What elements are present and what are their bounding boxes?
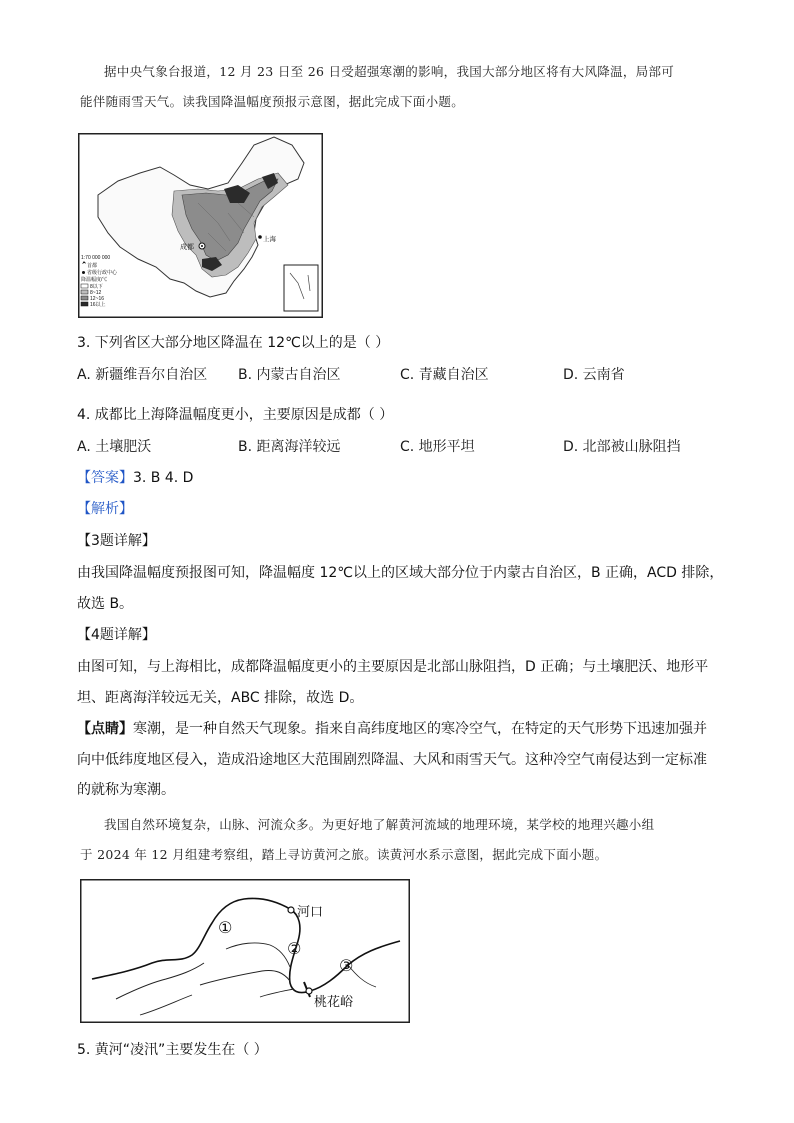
yellow-river-map-svg [80, 879, 410, 1023]
map1-legend-band1: 8以下 [90, 284, 103, 290]
passage1-line2: 能伴随雨雪天气。读我国降温幅度预报示意图，据此完成下面小题。 [80, 94, 465, 109]
q5-stem: 5. 黄河“凌汛”主要发生在（ ） [77, 1042, 268, 1058]
map1-legend-band2: 8~12 [90, 290, 102, 296]
map1-legend-band4: 16以上 [90, 302, 106, 308]
map1-legend-provincial: 省级行政中心 [87, 270, 118, 276]
q3-option-b: B. 内蒙古自治区 [238, 367, 341, 383]
q3-detail-line2: 故选 B。 [77, 596, 134, 612]
q4-option-a: A. 土壤肥沃 [77, 439, 152, 455]
tip-line3: 的就称为寒潮。 [77, 782, 175, 798]
passage2-line2: 于 2024 年 12 月组建考察组，踏上寻访黄河之旅。读黄河水系示意图，据此完成下面小题。 [80, 847, 608, 862]
map1-shanghai-label: 上海 [263, 236, 276, 243]
tip-label: 【点睛】 [77, 721, 133, 737]
q3-detail-line1: 由我国降温幅度预报图可知，降温幅度 12℃以上的区域大部分位于内蒙古自治区，B 正确，ACD 排除， [77, 565, 724, 581]
q4-detail-line1: 由图可知，与上海相比，成都降温幅度更小的主要原因是北部山脉阻挡，D 正确；与土壤肥沃、地形平 [77, 659, 709, 675]
dot-icon [82, 271, 85, 274]
temperature-drop-map [78, 133, 323, 318]
map1-legend-capital: 首都 [87, 263, 98, 269]
q3-option-a: A. 新疆维吾尔自治区 [77, 367, 208, 383]
q4-option-b: B. 距离海洋较远 [238, 439, 341, 455]
temperature-drop-map-svg [78, 133, 323, 318]
tip-line1 [77, 719, 707, 739]
map1-scale: 1:70 000 000 [81, 255, 111, 261]
q4-option-d: D. 北部被山脉阻挡 [563, 439, 681, 455]
q4-detail-heading: 【4题详解】 [77, 627, 156, 643]
q4-detail-line2: 坦、距离海洋较远无关，ABC 排除，故选 D。 [77, 690, 364, 706]
passage1-line1: 据中央气象台报道，12 月 23 日至 26 日受超强寒潮的影响，我国大部分地区将有大风降温，局部可 [104, 64, 675, 79]
yellow-river-map [80, 879, 410, 1023]
answer-label: 【答案】 [77, 470, 133, 486]
q3-option-d: D. 云南省 [563, 367, 625, 383]
q3-detail-heading: 【3题详解】 [77, 533, 156, 549]
map1-legend-band3: 12~16 [90, 296, 105, 302]
map2-marker-3: ③ [339, 956, 354, 975]
q3-option-c: C. 青藏自治区 [400, 367, 489, 383]
map2-marker-1: ① [218, 918, 233, 937]
map1-legend-title: 降温幅度/℃ [81, 277, 108, 283]
map2-marker-2: ② [287, 939, 302, 958]
map2-taohuayu-label: 桃花峪 [314, 994, 354, 1009]
q3-stem: 3. 下列省区大部分地区降温在 12℃以上的是（ ） [77, 335, 390, 351]
analysis-label: 【解析】 [77, 501, 133, 517]
q4-option-c: C. 地形平坦 [400, 439, 475, 455]
tip-text1: 寒潮，是一种自然天气现象。指来自高纬度地区的寒冷空气，在特定的天气形势下迅速加强并 [133, 721, 707, 737]
q4-stem: 4. 成都比上海降温幅度更小，主要原因是成都（ ） [77, 407, 394, 423]
answer-text: 3. B 4. D [133, 470, 194, 486]
map2-hekou-label: 河口 [297, 904, 324, 919]
passage2-line1: 我国自然环境复杂，山脉、河流众多。为更好地了解黄河流域的地理环境，某学校的地理兴趣小组 [104, 817, 655, 832]
answer-line [77, 468, 193, 488]
map1-chengdu-label: 成都 [180, 244, 194, 251]
tip-line2: 向中低纬度地区侵入，造成沿途地区大范围剧烈降温、大风和雨雪天气。这种冷空气南侵达到一定标准 [77, 752, 707, 768]
